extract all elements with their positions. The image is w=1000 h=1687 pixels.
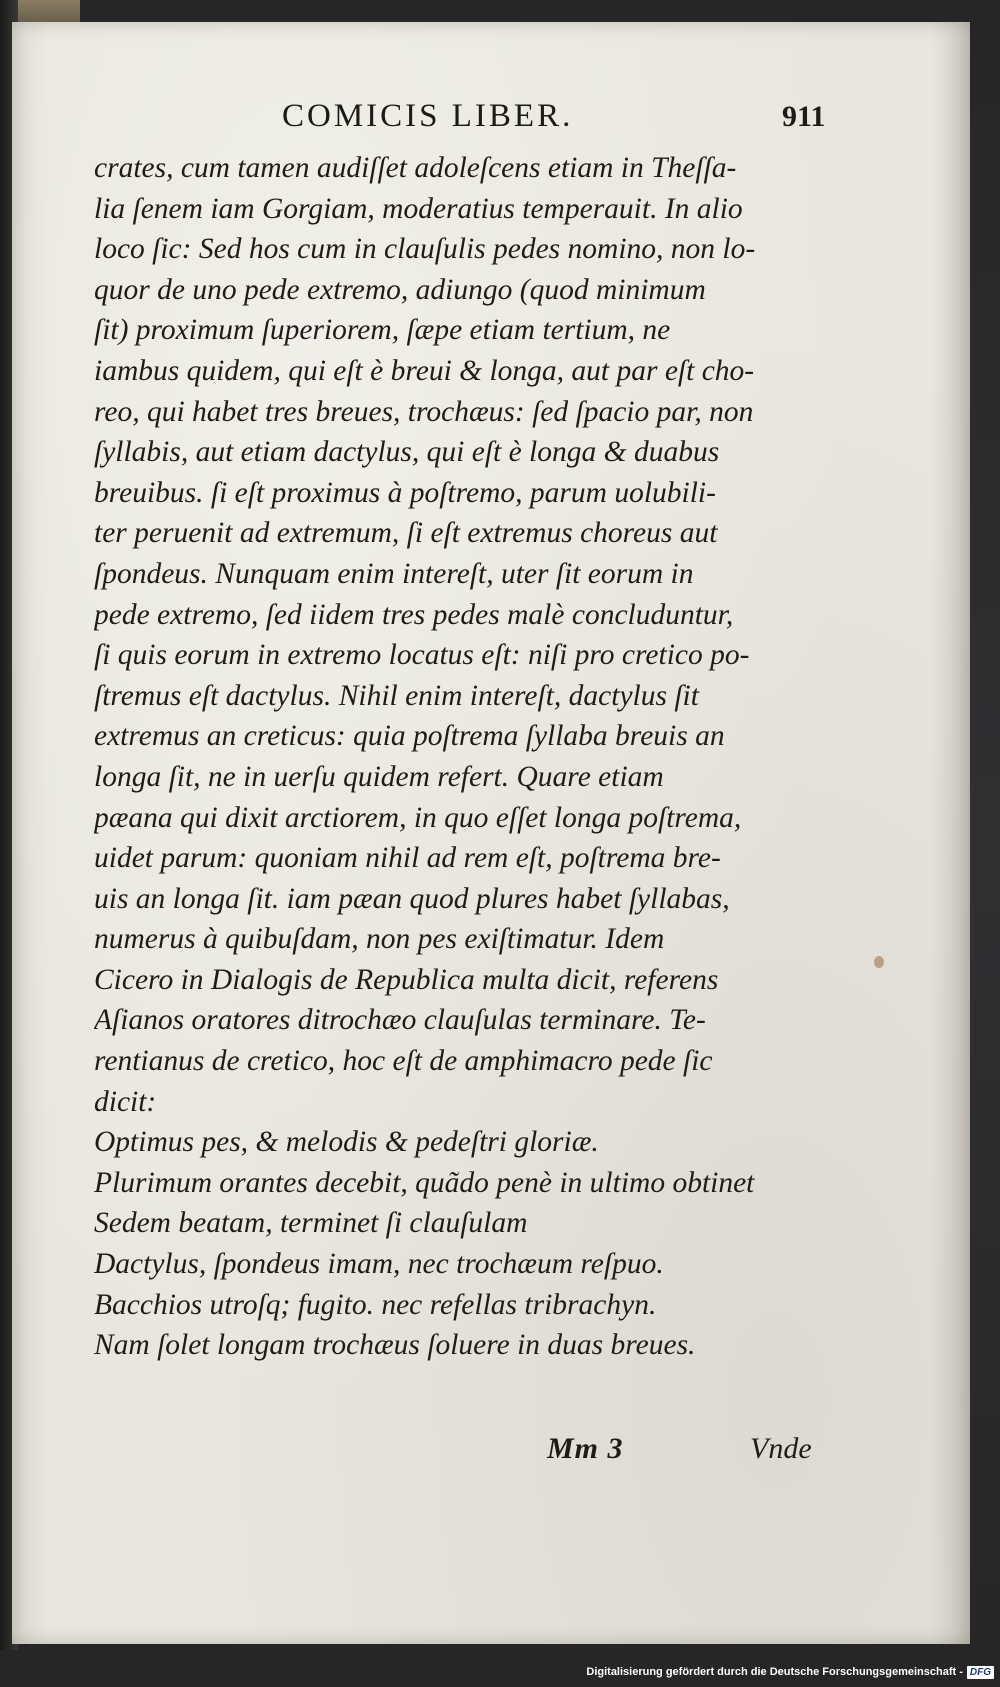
text-line: pæana qui dixit arctiorem, in quo eſſet longa poſtrema, (94, 801, 742, 834)
attribution-bar (586, 1661, 994, 1683)
text-line: uidet parum: quoniam nihil ad rem eſt, poſtrema bre- (94, 842, 721, 875)
book-page (12, 22, 970, 1644)
text-line: rentianus de cretico, hoc eſt de amphimacro pede ſic (94, 1045, 713, 1078)
folio-number: 911 (782, 100, 826, 133)
text-line: lia ſenem iam Gorgiam, moderatius temperauit. In alio (94, 192, 743, 225)
text-line: breuibus. ſi eſt proximus à poſtremo, parum uolubili- (94, 476, 716, 509)
text-line: Cicero in Dialogis de Republica multa dicit, referens (94, 963, 719, 996)
text-line: crates, cum tamen audiſſet adoleſcens etiam in Theſſa- (94, 152, 737, 184)
text-line: reo, qui habet tres breues, trochæus: ſed ſpacio par, non (94, 395, 754, 428)
verse-line: Sedem beatam, terminet ſi clauſulam (94, 1207, 528, 1240)
text-line: quor de uno pede extremo, adiungo (quod minimum (94, 273, 706, 306)
text-line: uis an longa ſit. iam pæan quod plures habet ſyllabas, (94, 882, 730, 915)
verse-line: Dactylus, ſpondeus imam, nec trochæum reſpuo. (94, 1248, 664, 1281)
paper-stain (874, 956, 884, 968)
verse-line: Optimus pes, & melodis & pedeſtri gloriæ. (94, 1126, 599, 1159)
text-line: extremus an creticus: quia poſtrema ſyllaba breuis an (94, 720, 725, 753)
signature-mark: Mm 3 (547, 1432, 624, 1465)
text-line: Aſianos oratores ditrochæo clauſulas terminare. Te- (94, 1004, 706, 1037)
text-line: ſpondeus. Nunquam enim intereſt, uter ſit eorum in (94, 557, 694, 590)
text-line: ſi quis eorum in extremo locatus eſt: niſi pro cretico po- (94, 639, 750, 672)
text-line: ter peruenit ad extremum, ſi eſt extremus choreus aut (94, 517, 718, 550)
text-line: loco ſic: Sed hos cum in clauſulis pedes nomino, non lo- (94, 233, 756, 266)
text-line: numerus à quibuſdam, non pes exiſtimatur. Idem (94, 923, 665, 956)
text-line: ſtremus eſt dactylus. Nihil enim intereſt, dactylus ſit (94, 679, 699, 712)
verse-line: Plurimum orantes decebit, quãdo penè in ultimo obtinet (94, 1166, 755, 1199)
catchword: Vnde (750, 1432, 812, 1465)
text-line: dicit: (94, 1085, 157, 1118)
verse-line: Nam ſolet longam trochæus ſoluere in duas breues. (94, 1329, 696, 1362)
page-header (12, 98, 970, 142)
page-footer (12, 1432, 970, 1476)
text-line: ſyllabis, aut etiam dactylus, qui eſt è longa & duabus (94, 436, 720, 469)
attribution-text: Digitalisierung gefördert durch die Deutsche Forschungsgemeinschaft - (586, 1666, 963, 1678)
text-line: pede extremo, ſed iidem tres pedes malè concluduntur, (94, 598, 734, 631)
dfg-logo: DFG (967, 1666, 994, 1679)
text-line: longa ſit, ne in uerſu quidem refert. Quare etiam (94, 760, 664, 793)
running-head: COMICIS LIBER. (282, 98, 574, 134)
verse-line: Bacchios utroſq; fugito. nec refellas tribrachyn. (94, 1288, 657, 1321)
text-block (94, 148, 834, 1366)
text-line: ſit) proximum ſuperiorem, ſæpe etiam tertium, ne (94, 314, 671, 347)
text-line: iambus quidem, qui eſt è breui & longa, aut par eſt cho- (94, 354, 755, 387)
